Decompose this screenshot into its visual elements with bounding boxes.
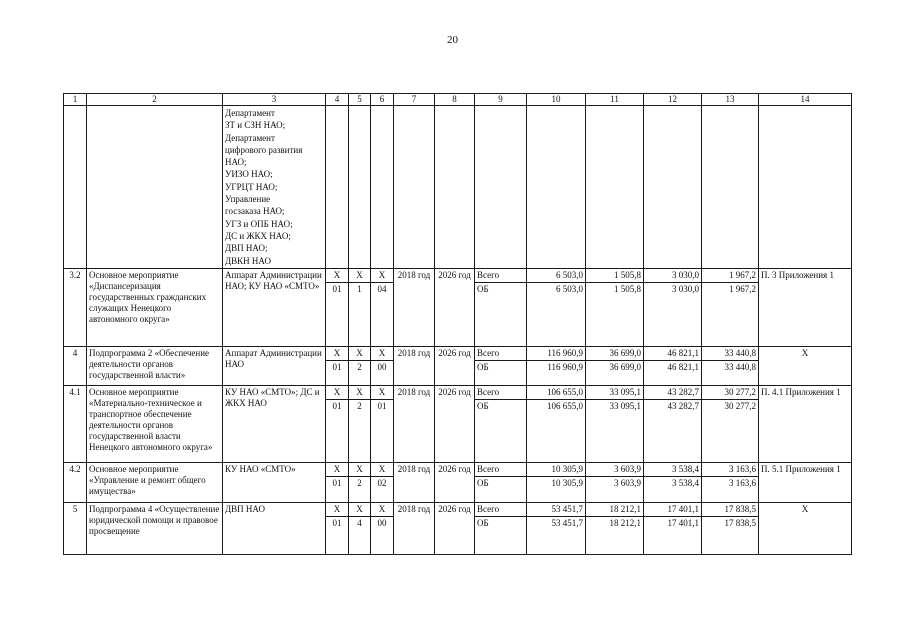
- amount-cell: 1 967,2: [702, 269, 759, 283]
- row-number: 4.2: [64, 463, 87, 503]
- amount-cell: 3 603,9: [586, 463, 644, 477]
- column-header: 13: [702, 94, 759, 106]
- end-year: 2026 год: [435, 503, 475, 555]
- amount-cell: 3 538,4: [644, 477, 702, 503]
- amount-cell: 43 282,7: [644, 400, 702, 463]
- amount-cell: 3 163,6: [702, 463, 759, 477]
- row-executor: Аппарат Администрации НАО; КУ НАО «СМТО»: [223, 269, 326, 347]
- amount-cell: 3 538,4: [644, 463, 702, 477]
- column-header: 12: [644, 94, 702, 106]
- code-cell: 00: [371, 517, 394, 555]
- column-header: 8: [435, 94, 475, 106]
- start-year: 2018 год: [394, 269, 435, 347]
- table-header-row: [64, 94, 852, 106]
- funding-source: Всего: [475, 347, 527, 361]
- code-cell: 04: [371, 283, 394, 347]
- funding-source: Всего: [475, 386, 527, 400]
- row-executor: Аппарат Администрации НАО: [223, 347, 326, 386]
- code-cell: Х: [349, 269, 371, 283]
- code-cell: Х: [349, 386, 371, 400]
- amount-cell: 10 305,9: [527, 477, 586, 503]
- row-name: Основное мероприятие «Материально-техническое и транспортное обеспечение деятельности органов государственной власти Ненецкого автономного округа»: [87, 386, 223, 463]
- continuation-executors: Департамент ЗТ и СЗН НАО; Департамент цифрового развития НАО; УИЗО НАО; УГРЦТ НАО; Управление госзаказа НАО; УГЗ и ОПБ НАО; ДС и ЖКХ НАО; ДВП НАО; ДВКН НАО: [223, 106, 326, 269]
- end-year: 2026 год: [435, 386, 475, 463]
- column-header: 5: [349, 94, 371, 106]
- amount-cell: 18 212,1: [586, 517, 644, 555]
- code-cell: Х: [349, 347, 371, 361]
- code-cell: 01: [326, 400, 349, 463]
- code-cell: 01: [326, 283, 349, 347]
- start-year: 2018 год: [394, 386, 435, 463]
- amount-cell: 53 451,7: [527, 517, 586, 555]
- start-year: 2018 год: [394, 463, 435, 503]
- code-cell: Х: [326, 503, 349, 517]
- row-note: П. 5.1 Приложения 1: [759, 463, 852, 503]
- row-name: Подпрограмма 4 «Осуществление юридической помощи и правовое просвещение: [87, 503, 223, 555]
- row-note: Х: [759, 503, 852, 555]
- amount-cell: 3 030,0: [644, 283, 702, 347]
- code-cell: Х: [326, 269, 349, 283]
- table-row: [64, 269, 852, 283]
- start-year: 2018 год: [394, 503, 435, 555]
- amount-cell: 10 305,9: [527, 463, 586, 477]
- amount-cell: 17 838,5: [702, 517, 759, 555]
- column-header: 7: [394, 94, 435, 106]
- code-cell: Х: [371, 347, 394, 361]
- code-cell: 2: [349, 400, 371, 463]
- continuation-row: [64, 106, 852, 269]
- column-header: 2: [87, 94, 223, 106]
- funding-source: ОБ: [475, 517, 527, 555]
- amount-cell: 18 212,1: [586, 503, 644, 517]
- code-cell: Х: [349, 503, 371, 517]
- program-table: [63, 93, 852, 555]
- amount-cell: 33 440,8: [702, 361, 759, 386]
- amount-cell: 17 838,5: [702, 503, 759, 517]
- row-note: П. 3 Приложения 1: [759, 269, 852, 347]
- code-cell: Х: [349, 463, 371, 477]
- amount-cell: 53 451,7: [527, 503, 586, 517]
- amount-cell: 1 505,8: [586, 269, 644, 283]
- amount-cell: 33 095,1: [586, 400, 644, 463]
- code-cell: Х: [326, 463, 349, 477]
- column-header: 6: [371, 94, 394, 106]
- row-name: Основное мероприятие «Управление и ремонт общего имущества»: [87, 463, 223, 503]
- row-executor: ДВП НАО: [223, 503, 326, 555]
- code-cell: 2: [349, 361, 371, 386]
- amount-cell: 46 821,1: [644, 347, 702, 361]
- row-note: П. 4.1 Приложения 1: [759, 386, 852, 463]
- amount-cell: 116 960,9: [527, 347, 586, 361]
- amount-cell: 1 505,8: [586, 283, 644, 347]
- column-header: 11: [586, 94, 644, 106]
- amount-cell: 3 030,0: [644, 269, 702, 283]
- row-number: 3.2: [64, 269, 87, 347]
- table-row: [64, 347, 852, 361]
- amount-cell: 36 699,0: [586, 347, 644, 361]
- column-header: 3: [223, 94, 326, 106]
- code-cell: 1: [349, 283, 371, 347]
- end-year: 2026 год: [435, 463, 475, 503]
- amount-cell: 46 821,1: [644, 361, 702, 386]
- row-name: Подпрограмма 2 «Обеспечение деятельности органов государственной власти»: [87, 347, 223, 386]
- code-cell: Х: [371, 386, 394, 400]
- amount-cell: 36 699,0: [586, 361, 644, 386]
- end-year: 2026 год: [435, 269, 475, 347]
- funding-source: ОБ: [475, 361, 527, 386]
- start-year: 2018 год: [394, 347, 435, 386]
- column-header: 14: [759, 94, 852, 106]
- row-note: Х: [759, 347, 852, 386]
- code-cell: 02: [371, 477, 394, 503]
- table-body: [64, 94, 852, 555]
- amount-cell: 116 960,9: [527, 361, 586, 386]
- amount-cell: 17 401,1: [644, 517, 702, 555]
- amount-cell: 106 655,0: [527, 400, 586, 463]
- column-header: 10: [527, 94, 586, 106]
- amount-cell: 17 401,1: [644, 503, 702, 517]
- row-number: 4: [64, 347, 87, 386]
- code-cell: 01: [326, 477, 349, 503]
- row-number: 5: [64, 503, 87, 555]
- funding-source: Всего: [475, 503, 527, 517]
- amount-cell: 30 277,2: [702, 386, 759, 400]
- amount-cell: 43 282,7: [644, 386, 702, 400]
- funding-source: Всего: [475, 463, 527, 477]
- code-cell: 2: [349, 477, 371, 503]
- code-cell: Х: [326, 386, 349, 400]
- page-number: 20: [447, 34, 458, 46]
- table-row: [64, 503, 852, 517]
- amount-cell: 6 503,0: [527, 283, 586, 347]
- funding-source: ОБ: [475, 283, 527, 347]
- code-cell: 01: [326, 361, 349, 386]
- row-number: 4.1: [64, 386, 87, 463]
- table-row: [64, 463, 852, 477]
- column-header: 9: [475, 94, 527, 106]
- row-executor: КУ НАО «СМТО»; ДС и ЖКХ НАО: [223, 386, 326, 463]
- code-cell: 4: [349, 517, 371, 555]
- code-cell: 01: [371, 400, 394, 463]
- code-cell: 01: [326, 517, 349, 555]
- table-row: [64, 386, 852, 400]
- amount-cell: 3 603,9: [586, 477, 644, 503]
- amount-cell: 30 277,2: [702, 400, 759, 463]
- column-header: 4: [326, 94, 349, 106]
- funding-source: ОБ: [475, 400, 527, 463]
- row-name: Основное мероприятие «Диспансеризация государственных гражданских служащих Ненецкого автономного округа»: [87, 269, 223, 347]
- end-year: 2026 год: [435, 347, 475, 386]
- code-cell: 00: [371, 361, 394, 386]
- amount-cell: 33 095,1: [586, 386, 644, 400]
- code-cell: Х: [326, 347, 349, 361]
- code-cell: Х: [371, 269, 394, 283]
- amount-cell: 33 440,8: [702, 347, 759, 361]
- amount-cell: 3 163,6: [702, 477, 759, 503]
- code-cell: Х: [371, 503, 394, 517]
- amount-cell: 6 503,0: [527, 269, 586, 283]
- code-cell: Х: [371, 463, 394, 477]
- row-executor: КУ НАО «СМТО»: [223, 463, 326, 503]
- funding-source: Всего: [475, 269, 527, 283]
- column-header: 1: [64, 94, 87, 106]
- amount-cell: 1 967,2: [702, 283, 759, 347]
- amount-cell: 106 655,0: [527, 386, 586, 400]
- funding-source: ОБ: [475, 477, 527, 503]
